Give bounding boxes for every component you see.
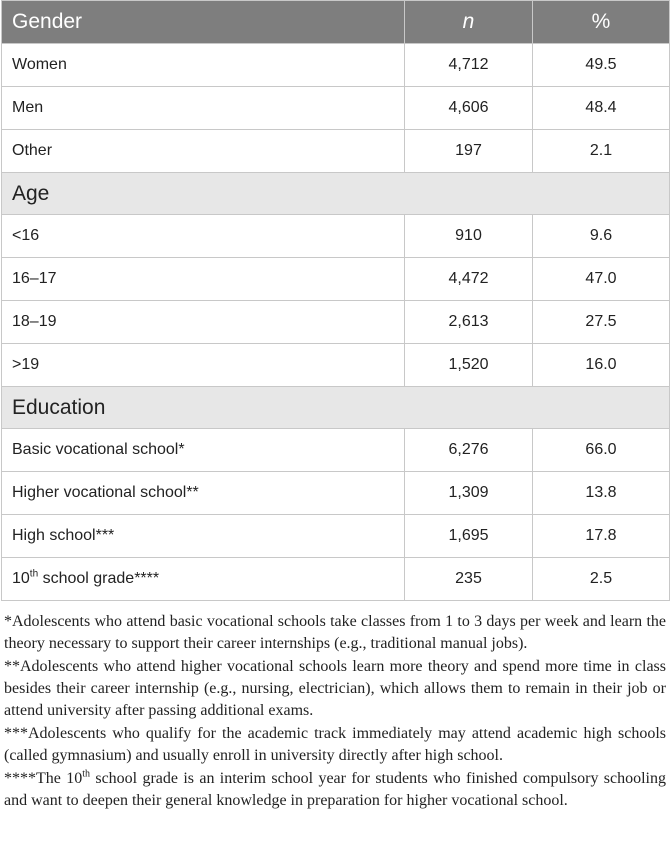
column-n-heading: n bbox=[405, 1, 533, 44]
education-heading: Education bbox=[2, 387, 670, 429]
table-row bbox=[2, 515, 670, 558]
footnote-basic-vocational: *Adolescents who attend basic vocational schools take classes from 1 to 3 days per week and learn the theory necessary to support their career internships (e.g., traditional manual jobs). bbox=[4, 613, 666, 652]
row-percent: 2.1 bbox=[533, 130, 670, 173]
row-percent: 66.0 bbox=[533, 429, 670, 472]
row-label-suffix: school grade**** bbox=[38, 570, 160, 587]
footnote-10th-grade-prefix: ****The 10 bbox=[4, 770, 83, 787]
row-label: Basic vocational school* bbox=[2, 429, 405, 472]
row-percent: 27.5 bbox=[533, 301, 670, 344]
row-label: Men bbox=[2, 87, 405, 130]
row-label: Women bbox=[2, 44, 405, 87]
footnote-10th-grade bbox=[4, 768, 666, 812]
education-section-row bbox=[2, 387, 670, 429]
row-n: 910 bbox=[405, 215, 533, 258]
row-n: 1,309 bbox=[405, 472, 533, 515]
row-n: 4,606 bbox=[405, 87, 533, 130]
row-percent: 48.4 bbox=[533, 87, 670, 130]
row-label: <16 bbox=[2, 215, 405, 258]
table-row bbox=[2, 344, 670, 387]
row-n: 235 bbox=[405, 558, 533, 601]
demographics-table bbox=[1, 0, 670, 601]
row-n: 1,520 bbox=[405, 344, 533, 387]
column-percent-heading: % bbox=[533, 1, 670, 44]
row-label: >19 bbox=[2, 344, 405, 387]
row-label: 18–19 bbox=[2, 301, 405, 344]
row-percent: 49.5 bbox=[533, 44, 670, 87]
row-label: Higher vocational school** bbox=[2, 472, 405, 515]
row-label-superscript: th bbox=[29, 568, 39, 580]
row-label bbox=[2, 558, 405, 601]
footnote-10th-grade-superscript: th bbox=[82, 768, 90, 780]
table-row bbox=[2, 429, 670, 472]
table-footnotes bbox=[0, 601, 670, 812]
row-percent: 13.8 bbox=[533, 472, 670, 515]
table-row bbox=[2, 258, 670, 301]
table-row bbox=[2, 87, 670, 130]
row-percent: 47.0 bbox=[533, 258, 670, 301]
table-row bbox=[2, 472, 670, 515]
table-header-row bbox=[2, 1, 670, 44]
footnote-high-school: ***Adolescents who qualify for the academic track immediately may attend academic high schools (called gymnasium) and usually enroll in university directly after high school. bbox=[4, 725, 666, 764]
table-row bbox=[2, 44, 670, 87]
row-label: High school*** bbox=[2, 515, 405, 558]
row-label: 16–17 bbox=[2, 258, 405, 301]
table-row bbox=[2, 215, 670, 258]
row-percent: 9.6 bbox=[533, 215, 670, 258]
table-row bbox=[2, 130, 670, 173]
table-row bbox=[2, 558, 670, 601]
row-n: 6,276 bbox=[405, 429, 533, 472]
row-label-prefix: 10 bbox=[12, 570, 30, 587]
row-label: Other bbox=[2, 130, 405, 173]
row-percent: 2.5 bbox=[533, 558, 670, 601]
row-n: 4,712 bbox=[405, 44, 533, 87]
footnote-higher-vocational: **Adolescents who attend higher vocational schools learn more theory and spend more time in class besides their career internship (e.g., nursing, electrician), which allows them to remain in their job or attend university after passing additional exams. bbox=[4, 658, 666, 719]
row-n: 2,613 bbox=[405, 301, 533, 344]
row-n: 197 bbox=[405, 130, 533, 173]
row-n: 1,695 bbox=[405, 515, 533, 558]
row-percent: 16.0 bbox=[533, 344, 670, 387]
footnote-10th-grade-suffix: school grade is an interim school year for students who finished compulsory schooling and want to deepen their general knowledge in preparation for higher vocational school. bbox=[4, 770, 667, 809]
row-percent: 17.8 bbox=[533, 515, 670, 558]
table-row bbox=[2, 301, 670, 344]
row-n: 4,472 bbox=[405, 258, 533, 301]
gender-heading: Gender bbox=[2, 1, 405, 44]
age-section-row bbox=[2, 173, 670, 215]
age-heading: Age bbox=[2, 173, 670, 215]
